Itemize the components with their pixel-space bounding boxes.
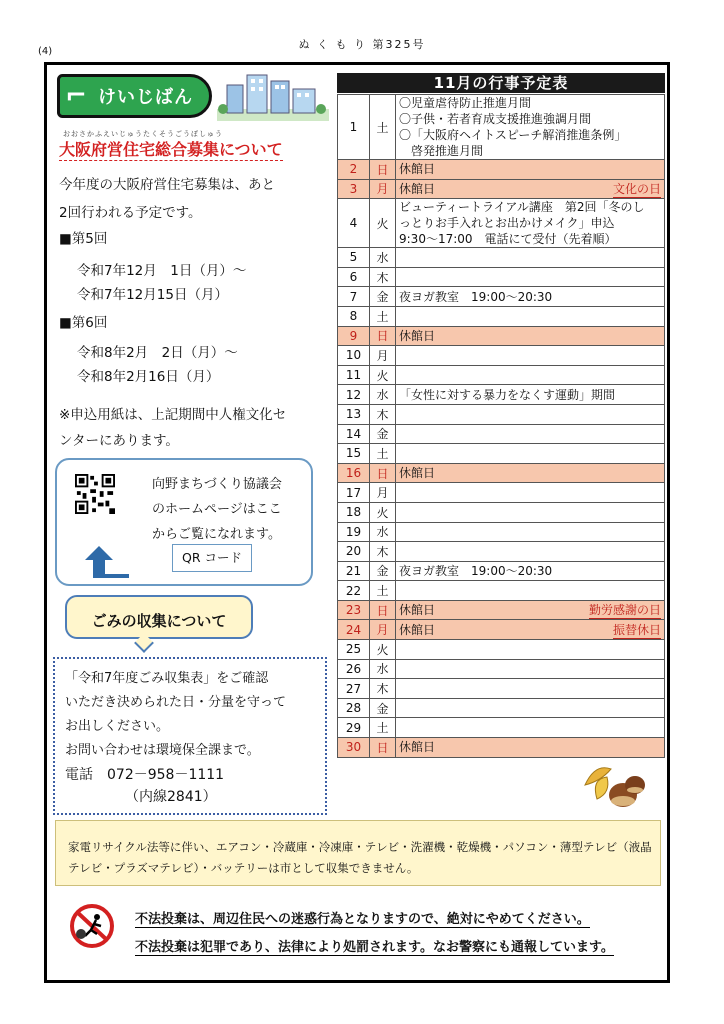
- weekday: 金: [370, 424, 396, 444]
- weekday: 日: [370, 463, 396, 483]
- schedule-row: [338, 679, 665, 699]
- day-number: 16: [338, 463, 370, 483]
- schedule-row: [338, 581, 665, 601]
- day-number: 4: [338, 199, 370, 248]
- day-number: 5: [338, 248, 370, 268]
- event-cell: [396, 287, 665, 307]
- osaka-intro-2: 2回行われる予定です。: [59, 205, 202, 221]
- event-cell: [396, 581, 665, 601]
- weekday: 月: [370, 483, 396, 503]
- event-text: 〇児童虐待防止推進月間: [399, 96, 532, 110]
- osaka-housing-title: 大阪府営住宅総合募集について: [59, 137, 283, 161]
- garbage-heading: ごみの収集について: [91, 612, 227, 630]
- round5-from: 令和7年12月 1日（月）～: [77, 263, 247, 279]
- schedule-row: [338, 600, 665, 620]
- event-cell: [396, 306, 665, 326]
- day-number: 27: [338, 679, 370, 699]
- weekday: 月: [370, 620, 396, 640]
- dumping-warning-1: 不法投棄は、周辺住民への迷惑行為となりますので、絶対にやめてください。: [135, 908, 590, 928]
- osaka-intro-1: 今年度の大阪府営住宅募集は、あと: [59, 177, 275, 193]
- day-number: 7: [338, 287, 370, 307]
- event-text: っとりお手入れとお出かけメイク」申込: [399, 216, 615, 231]
- event-cell: [396, 160, 665, 180]
- event-cell: [396, 502, 665, 522]
- event-text: 休館日: [399, 740, 436, 755]
- event-cell: [396, 444, 665, 464]
- garbage-info-box: [53, 657, 327, 815]
- day-number: 25: [338, 640, 370, 660]
- event-cell: [396, 522, 665, 542]
- application-note-2: ンターにあります。: [59, 433, 179, 449]
- event-cell: [396, 95, 665, 160]
- day-number: 10: [338, 346, 370, 366]
- title-ruby: おおさかふえいじゅうたくそうごうぼしゅう: [63, 130, 223, 138]
- schedule-row: [338, 160, 665, 180]
- day-number: 20: [338, 542, 370, 562]
- day-number: 28: [338, 698, 370, 718]
- holiday-name: 振替休日: [612, 622, 661, 637]
- holiday-name: 勤労感謝の日: [588, 603, 661, 618]
- schedule-row: [338, 659, 665, 679]
- event-cell: [396, 620, 665, 640]
- no-dumping-icon: [63, 904, 121, 948]
- event-cell: [396, 346, 665, 366]
- weekday: 火: [370, 502, 396, 522]
- qr-text-3: からご覧になれます。: [152, 527, 281, 542]
- round6-to: 令和8年2月16日（月）: [77, 369, 220, 385]
- event-cell: [396, 404, 665, 424]
- day-number: 18: [338, 502, 370, 522]
- event-cell: [396, 463, 665, 483]
- round5-to: 令和7年12月15日（月）: [77, 287, 228, 303]
- day-number: 8: [338, 306, 370, 326]
- weekday: 水: [370, 385, 396, 405]
- day-number: 3: [338, 179, 370, 199]
- schedule-row: [338, 698, 665, 718]
- event-text: 「女性に対する暴力をなくす運動」期間: [399, 387, 616, 402]
- event-text: 啓発推進月間: [399, 144, 484, 158]
- schedule-row: [338, 365, 665, 385]
- weekday: 金: [370, 561, 396, 581]
- newsletter-title: ぬ く も り 第325号: [298, 38, 426, 51]
- application-note-1: ※申込用紙は、上記期間中人権文化セ: [59, 407, 287, 423]
- weekday: 水: [370, 522, 396, 542]
- qr-info-box: [55, 458, 313, 586]
- day-number: 14: [338, 424, 370, 444]
- event-cell: [396, 267, 665, 287]
- day-number: 15: [338, 444, 370, 464]
- phone-number[interactable]: 電話 072－958－1111: [65, 767, 225, 783]
- keijiban-label: けいじばん: [98, 87, 193, 108]
- event-cell: [396, 600, 665, 620]
- event-text: 〇子供・若者育成支援推進強調月間: [399, 112, 592, 126]
- schedule-row: [338, 463, 665, 483]
- event-text: 〇「大阪府ヘイトスピーチ解消推進条例」: [399, 128, 627, 142]
- weekday: 木: [370, 404, 396, 424]
- day-number: 1: [338, 95, 370, 160]
- day-number: 21: [338, 561, 370, 581]
- round6-heading: ■第6回: [59, 315, 108, 331]
- event-cell: [396, 561, 665, 581]
- weekday: 水: [370, 659, 396, 679]
- page-frame: [44, 62, 670, 983]
- event-cell: [396, 679, 665, 699]
- event-text: 夜ヨガ教室 19:00～20:30: [399, 289, 553, 304]
- event-cell: [396, 718, 665, 738]
- event-text: ビューティートライアル講座 第2回「冬のし: [399, 200, 645, 215]
- schedule-row: [338, 561, 665, 581]
- qr-code-icon[interactable]: [75, 474, 115, 514]
- schedule-row: [338, 424, 665, 444]
- event-text: 休館日: [399, 328, 436, 343]
- weekday: 火: [370, 365, 396, 385]
- day-number: 24: [338, 620, 370, 640]
- event-text: 休館日: [399, 622, 436, 637]
- day-number: 19: [338, 522, 370, 542]
- weekday: 木: [370, 267, 396, 287]
- weekday: 日: [370, 326, 396, 346]
- schedule-row: [338, 385, 665, 405]
- event-cell: [396, 659, 665, 679]
- schedule-row: [338, 199, 665, 248]
- event-text: 休館日: [399, 466, 436, 481]
- day-number: 6: [338, 267, 370, 287]
- schedule-table: [337, 94, 665, 758]
- day-number: 12: [338, 385, 370, 405]
- qr-text-2: のホームページはここ: [152, 502, 282, 517]
- event-cell: [396, 199, 665, 248]
- schedule-row: [338, 483, 665, 503]
- weekday: 金: [370, 698, 396, 718]
- schedule-row: [338, 287, 665, 307]
- weekday: 土: [370, 718, 396, 738]
- event-cell: [396, 326, 665, 346]
- weekday: 土: [370, 95, 396, 160]
- weekday: 月: [370, 179, 396, 199]
- schedule-row: [338, 346, 665, 366]
- recycling-text: 家電リサイクル法等に伴い、エアコン・冷蔵庫・冷凍庫・テレビ・洗濯機・乾燥機・パソコン・薄型テレビ（液晶テレビ・プラズマテレビ）・バッテリーは市として収集できません。: [68, 840, 652, 875]
- qr-code-button[interactable]: QR コード: [172, 544, 252, 572]
- day-number: 30: [338, 738, 370, 758]
- weekday: 火: [370, 199, 396, 248]
- schedule-row: [338, 522, 665, 542]
- weekday: 火: [370, 640, 396, 660]
- event-cell: [396, 698, 665, 718]
- day-number: 9: [338, 326, 370, 346]
- garbage-heading-bubble: [65, 595, 253, 639]
- schedule-row: [338, 620, 665, 640]
- weekday: 土: [370, 306, 396, 326]
- illegal-dumping-notice: [55, 898, 661, 962]
- garbage-line-3: お出しください。: [65, 719, 170, 734]
- weekday: 日: [370, 738, 396, 758]
- page-number: (4): [38, 46, 53, 57]
- garbage-line-2: いただき決められた日・分量を守って: [65, 695, 287, 710]
- schedule-row: [338, 326, 665, 346]
- day-number: 23: [338, 600, 370, 620]
- event-cell: [396, 483, 665, 503]
- qr-text-1: 向野まちづくり協議会: [152, 477, 282, 492]
- weekday: 土: [370, 444, 396, 464]
- schedule-row: [338, 502, 665, 522]
- weekday: 日: [370, 600, 396, 620]
- extension-number: （内線2841）: [125, 789, 217, 805]
- appliance-recycling-notice: [55, 820, 661, 886]
- event-cell: [396, 542, 665, 562]
- schedule-row: [338, 179, 665, 199]
- schedule-row: [338, 640, 665, 660]
- event-cell: [396, 640, 665, 660]
- day-number: 22: [338, 581, 370, 601]
- event-text: 9:30～17:00 電話にて受付（先着順）: [399, 232, 617, 247]
- event-cell: [396, 365, 665, 385]
- event-cell: [396, 385, 665, 405]
- event-cell: [396, 424, 665, 444]
- day-number: 26: [338, 659, 370, 679]
- weekday: 木: [370, 679, 396, 699]
- schedule-row: [338, 95, 665, 160]
- weekday: 日: [370, 160, 396, 180]
- hook-icon: ⌐: [65, 81, 87, 111]
- keijiban-banner: [57, 74, 212, 118]
- day-number: 13: [338, 404, 370, 424]
- day-number: 2: [338, 160, 370, 180]
- schedule-row: [338, 718, 665, 738]
- dumping-warning-2: 不法投棄は犯罪であり、法律により処罰されます。なお警察にも通報しています。: [135, 936, 614, 956]
- day-number: 29: [338, 718, 370, 738]
- schedule-row: [338, 404, 665, 424]
- weekday: 金: [370, 287, 396, 307]
- weekday: 月: [370, 346, 396, 366]
- turn-arrow-icon: [85, 542, 133, 578]
- event-text: 夜ヨガ教室 19:00～20:30: [399, 563, 553, 578]
- city-buildings-icon: [217, 71, 329, 121]
- schedule-row: [338, 267, 665, 287]
- event-text: 休館日: [399, 181, 436, 196]
- chestnut-leaves-icon: [577, 755, 647, 815]
- schedule-row: [338, 248, 665, 268]
- day-number: 11: [338, 365, 370, 385]
- round5-heading: ■第5回: [59, 231, 108, 247]
- garbage-line-4: お問い合わせは環境保全課まで。: [65, 743, 260, 758]
- holiday-name: 文化の日: [612, 181, 661, 196]
- garbage-line-1: 「令和7年度ごみ収集表」をご確認: [65, 671, 269, 686]
- weekday: 土: [370, 581, 396, 601]
- event-cell: [396, 179, 665, 199]
- round6-from: 令和8年2月 2日（月）～: [77, 345, 238, 361]
- schedule-row: [338, 444, 665, 464]
- weekday: 木: [370, 542, 396, 562]
- weekday: 水: [370, 248, 396, 268]
- schedule-row: [338, 542, 665, 562]
- event-text: 休館日: [399, 162, 436, 177]
- schedule-row: [338, 306, 665, 326]
- schedule-title: 11月の行事予定表: [337, 73, 665, 93]
- event-text: 休館日: [399, 603, 436, 618]
- event-cell: [396, 248, 665, 268]
- day-number: 17: [338, 483, 370, 503]
